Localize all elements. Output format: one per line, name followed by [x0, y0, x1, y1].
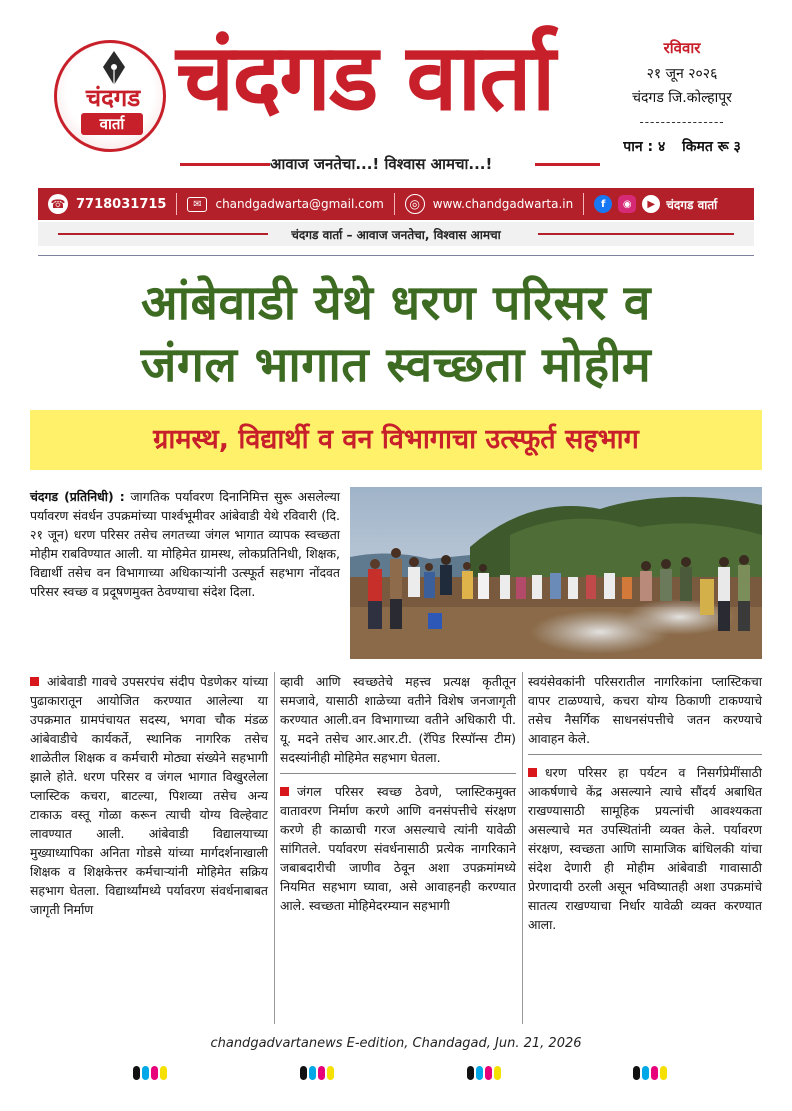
paragraph-divider — [528, 754, 762, 755]
article-column-2 — [280, 672, 516, 915]
registration-marks — [300, 1066, 336, 1080]
paragraph-text: धरण परिसर हा पर्यटन व निसर्गप्रेमींसाठी आकर्षणाचे केंद्र असल्याने त्याचे सौंदर्य अबाधित राखण्यासाठी सामूहिक प्रयत्नांची आवश्यकता असल्याचे मत उपस्थितांनी व्यक्त केले. पर्यावरण संरक्षण, स्वच्छता आणि सामाजिक बांधिलकी यांचा संदेश देणारी ही मोहीम आंबेवाडी गावासाठी प्रेरणादायी ठरली असून भविष्यातही अशा उपक्रमांचे सातत्य राखण्याचा निर्धार यावेळी व्यक्त करण्यात आला. — [528, 765, 762, 932]
paragraph-text: जंगल परिसर स्वच्छ ठेवणे, प्लास्टिकमुक्त वातावरण निर्माण करणे आणि वनसंपत्तीचे संरक्षण करणे ही काळाची गरज असल्याचे त्यांनी यावेळी सांगितले. पर्यावरण संवर्धनासाठी प्रत्येक नागरिकाने जबाबदारीची जाणीव ठेवून अशा उपक्रमांमध्ये नियमित सहभाग घ्यावा, असे आवाहनही करण्यात आले. स्वच्छता मोहिमेदरम्यान सहभागी — [280, 784, 516, 913]
newspaper-title: चंदगड वार्ता — [176, 24, 554, 131]
tagline-strip — [38, 222, 754, 246]
issue-place: चंदगड जि.कोल्हापूर — [632, 90, 732, 106]
phone-contact[interactable] — [38, 188, 176, 220]
strip-rule-right — [538, 233, 734, 235]
social-links — [584, 188, 727, 220]
website-url: www.chandgadwarta.in — [432, 197, 574, 211]
column-rule — [522, 672, 523, 1024]
headline-line-2: जंगल भागात स्वच्छता मोहीम — [140, 337, 652, 393]
registration-marks — [633, 1066, 669, 1080]
phone-number: 7718031715 — [76, 196, 167, 212]
bullet-marker — [528, 768, 537, 777]
tagline-rule-right — [535, 163, 600, 166]
registration-marks — [133, 1066, 169, 1080]
pen-nib-icon — [99, 49, 129, 87]
date-divider: ---------------- — [639, 115, 725, 129]
edition-footer: chandgadvartanews E-edition, Chandagad, Jun. 21, 2026 — [210, 1036, 582, 1051]
issue-date: २१ जून २०२६ — [646, 66, 718, 82]
bullet-marker — [280, 787, 289, 796]
dateline: चंदगड (प्रतिनिधी) : — [30, 489, 125, 504]
article-photo — [350, 487, 762, 659]
page-number: पान : ४ — [623, 139, 666, 155]
bullet-marker — [30, 677, 39, 686]
youtube-icon[interactable]: ▶ — [642, 195, 660, 213]
paragraph-text: आंबेवाडी गावचे उपसरपंच संदीप पेडणेकर यांच्या पुढाकारातून आयोजित करण्यात आलेल्या या उपक्रमात ग्रामपंचायत सदस्य, भगवा चौक मंडळ आंबेवाडीचे कार्यकर्ते, स्थानिक नागरिक तसेच शाळेतील शिक्षक व कर्मचारी मोठ्या संख्येने सहभागी झाले होते. धरण परिसर व जंगल भागात विखुरलेला प्लास्टिक कचरा, बाटल्या, पिशव्या तसेच अन्य टाकाऊ वस्तू गोळा करून त्याची योग्य विल्हेवाट लावण्यात आली. आंबेवाडी विद्यालयाच्या मुख्याध्यापिका अनिता गोडसे यांच्या मार्गदर्शनाखाली शिक्षक व शिक्षकेत्तर कर्मचाऱ्यांनी मोहिमेत सक्रिय सहभाग घेतला. विद्यार्थ्यांमध्ये पर्यावरण संवर्धनाबाबत जागृती निर्माण — [30, 674, 268, 917]
paragraph-divider — [280, 773, 516, 774]
article-column-3 — [528, 672, 762, 934]
headline-line-1: आंबेवाडी येथे धरण परिसर व — [140, 275, 651, 331]
tagline-strip-text: चंदगड वार्ता – आवाज जनतेचा, विश्वास आमचा — [291, 228, 501, 242]
contact-bar — [38, 188, 754, 220]
price: किमत रू ३ — [682, 139, 741, 155]
newspaper-logo — [54, 40, 166, 152]
article-column-1 — [30, 672, 268, 919]
paragraph: व्हावी आणि स्वच्छतेचे महत्त्व प्रत्यक्ष कृतीतून समजावे, यासाठी शाळेच्या वतीने विशेष जनजागृती करण्यात आली.वन विभागाच्या वतीने अधिकारी पी. यू. मदने तसेच आर.आर.टी. (रॅपिड रिस्पॉन्स टीम) सदस्यांनीही मोहिमेत सहभाग घेतला. — [280, 674, 516, 765]
lead-text: जागतिक पर्यावरण दिनानिमित्त सुरू असलेल्या पर्यावरण संवर्धन उपक्रमांच्या पार्श्वभूमीवर आंबेवाडी येथे रविवारी (दि. २१ जून) धरण परिसर तसेच लगतच्या जंगल भागात व्यापक स्वच्छता मोहीम राबविण्यात आली. या मोहिमेत ग्रामस्थ, लोकप्रतिनिधी, शिक्षक, विद्यार्थी तसेच वन विभागाच्या अधिकाऱ्यांनी उत्स्फूर्त सहभाग नोंदवत परिसर स्वच्छ व प्रदूषणमुक्त ठेवण्याचा संदेश दिला. — [30, 489, 340, 599]
issue-day: रविवार — [663, 39, 701, 57]
paragraph — [30, 672, 268, 919]
logo-name: चंदगड — [85, 84, 141, 112]
paragraph — [528, 763, 762, 934]
paragraph: स्वयंसेवकांनी परिसरातील नागरिकांना प्लास्टिकचा वापर टाळण्याचे, कचरा योग्य ठिकाणी टाकण्याचे तसेच नैसर्गिक साधनसंपत्तीचे जतन करण्याचे आवाहन केले. — [528, 674, 762, 746]
phone-icon: ☎ — [48, 194, 68, 214]
instagram-icon[interactable]: ◉ — [618, 195, 636, 213]
social-handle: चंदगड वार्ता — [666, 197, 718, 212]
globe-icon: ◎ — [405, 194, 425, 214]
email-address: chandgadwarta@gmail.com — [215, 197, 384, 211]
masthead-divider — [38, 255, 754, 256]
article-headline — [30, 272, 762, 396]
article-lead — [30, 487, 340, 601]
mail-icon: ✉ — [187, 197, 207, 212]
tagline-rule-left — [180, 163, 270, 166]
email-contact[interactable] — [177, 188, 393, 220]
registration-marks — [467, 1066, 503, 1080]
website-contact[interactable] — [395, 188, 583, 220]
logo-sub: वार्ता — [81, 113, 143, 135]
column-rule — [274, 672, 275, 1024]
page-info — [612, 138, 752, 156]
masthead — [0, 0, 792, 185]
tagline: आवाज जनतेचा...! विश्वास आमचा...! — [270, 155, 493, 173]
date-block — [612, 38, 752, 156]
paragraph — [280, 782, 516, 915]
article-subheadline: ग्रामस्थ, विद्यार्थी व वन विभागाचा उत्स्फूर्त सहभाग — [153, 424, 639, 455]
facebook-icon[interactable]: f — [594, 195, 612, 213]
